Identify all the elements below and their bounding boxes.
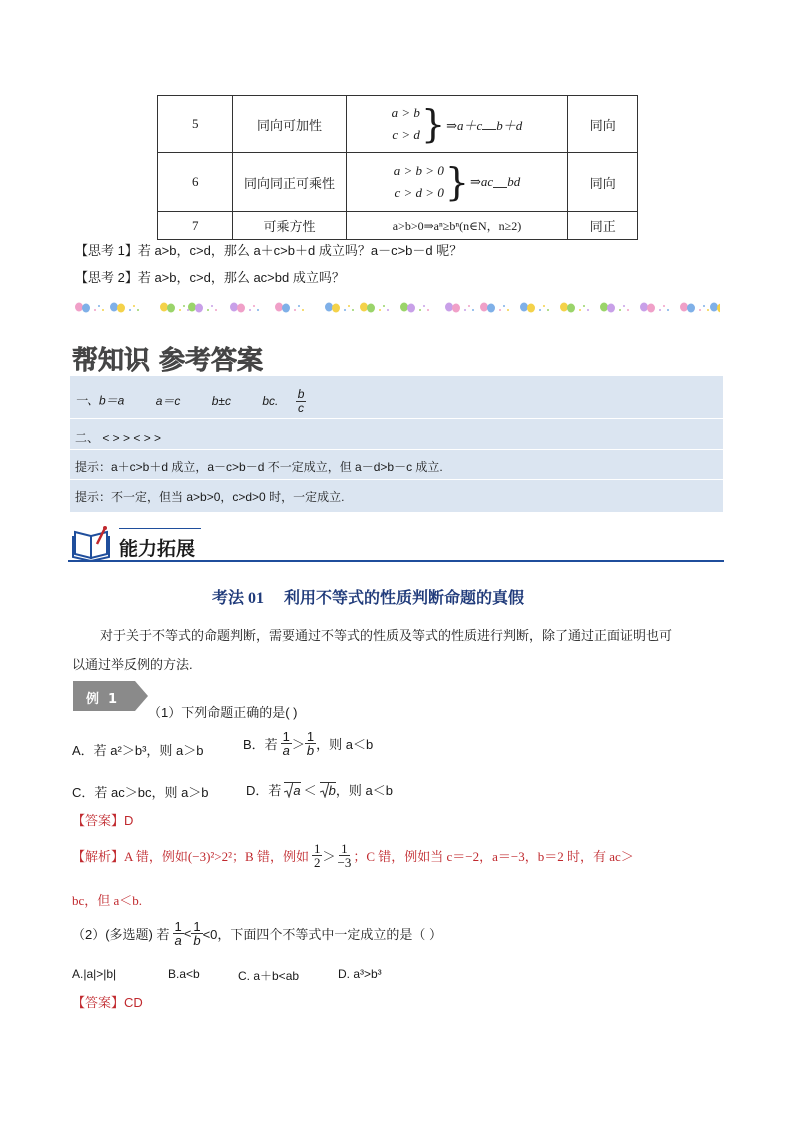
dot-icon <box>503 305 505 307</box>
dot-icon <box>183 305 185 307</box>
answer-line-4: 提示：不一定，但当 a>b>0，c>d>0 时，一定成立. <box>75 490 345 504</box>
banner-underline <box>68 560 724 562</box>
butterfly-icon <box>230 303 245 313</box>
row-number: 6 <box>158 153 233 212</box>
butterfly-icon <box>640 303 655 313</box>
row-number: 7 <box>158 212 233 240</box>
dot-icon <box>253 305 255 307</box>
answer-1: 【答案】D <box>72 813 134 828</box>
option-2b: B.a<b <box>168 967 200 981</box>
dot-icon <box>543 305 545 307</box>
question-1: （1）下列命题正确的是( ) <box>148 705 298 720</box>
dot-icon <box>619 309 621 311</box>
dot-icon <box>348 305 350 307</box>
answer-line-2: 二、 < > > < > > <box>75 431 162 445</box>
butterfly-icon <box>325 303 340 313</box>
butterfly-icon <box>600 303 615 313</box>
dot-icon <box>627 309 629 311</box>
answer-2: 【答案】CD <box>72 995 143 1010</box>
dot-icon <box>383 305 385 307</box>
answer-line-1: 一、b＝a a＝c b±c bc. $\frac{b}{c}$ <box>75 387 305 415</box>
dot-icon <box>207 309 209 311</box>
dot-icon <box>211 305 213 307</box>
butterfly-icon <box>710 303 720 313</box>
dot-icon <box>94 309 96 311</box>
dot-icon <box>257 309 259 311</box>
dot-icon <box>298 305 300 307</box>
dot-icon <box>129 309 131 311</box>
dot-icon <box>344 309 346 311</box>
dot-icon <box>703 305 705 307</box>
butterfly-icon <box>520 303 535 313</box>
dot-icon <box>427 309 429 311</box>
direction: 同向 <box>568 153 638 212</box>
dot-icon <box>587 309 589 311</box>
answer-line-3: 提示：a＋c>b＋d 成立，a－c>b－d 不一定成立，但 a－d>b－c 成立. <box>75 460 443 474</box>
dot-icon <box>102 309 104 311</box>
intro-line-1: 对于关于不等式的命题判断，需要通过不等式的性质及等式的性质进行判断，除了通过正面证明也可 <box>100 628 673 643</box>
dot-icon <box>659 309 661 311</box>
row-number: 5 <box>158 96 233 153</box>
dot-icon <box>663 305 665 307</box>
butterfly-icon <box>560 303 575 313</box>
table-row <box>158 212 638 240</box>
answers-panel <box>70 376 723 512</box>
dot-icon <box>499 309 501 311</box>
section-title: 帮知识 参考答案 <box>72 346 264 376</box>
sqrt-icon <box>320 782 329 798</box>
banner-accent <box>119 528 201 529</box>
table-row <box>158 153 638 212</box>
analysis-line-2: bc，但 a＜b. <box>72 893 143 908</box>
butterfly-icon <box>275 303 290 313</box>
properties-table <box>157 95 638 240</box>
dot-icon <box>707 309 709 311</box>
direction: 同正 <box>568 212 638 240</box>
dot-icon <box>137 309 139 311</box>
decorative-divider <box>70 301 720 315</box>
sqrt-icon <box>284 782 293 798</box>
dot-icon <box>507 309 509 311</box>
butterfly-icon <box>445 303 460 313</box>
dot-icon <box>547 309 549 311</box>
butterfly-divider-icon <box>70 301 720 315</box>
property-formula: a>b>0⇒aⁿ≥bⁿ(n∈N，n≥2) <box>346 212 568 240</box>
option-2d: D. a³>b³ <box>338 967 382 981</box>
property-name: 同向同正可乘性 <box>233 153 346 212</box>
dot-icon <box>98 305 100 307</box>
analysis-line-1: 【解析】A 错，例如(−3)²>2²；B 错，例如 $\frac{1}{2}$ ＞ $\frac{1}{-3}$ ；C 错，例如当 c＝−2，a＝−3，b＝2 时，有 ac＞ <box>72 841 634 870</box>
property-formula: a > b c > d } ⇒a＋c b＋d <box>346 96 568 153</box>
dot-icon <box>667 309 669 311</box>
option-2c: C. a＋b<ab <box>238 969 300 983</box>
example-tag: 例 1 <box>73 681 148 711</box>
dot-icon <box>579 309 581 311</box>
dot-icon <box>699 309 701 311</box>
butterfly-icon <box>75 303 90 313</box>
dot-icon <box>352 309 354 311</box>
dot-icon <box>387 309 389 311</box>
book-icon <box>71 524 115 562</box>
option-2a: A.|a|>|b| <box>72 967 117 981</box>
think-question-1: 【思考 1】若 a>b，c>d，那么 a＋c>b＋d 成立吗？a－c>b－d 呢？ <box>75 243 463 258</box>
dot-icon <box>472 309 474 311</box>
option-b: B．若 $\frac{1}{a}$ ＞ $\frac{1}{b}$ ，则 a＜b <box>243 729 374 758</box>
method-heading: 考法 01 利用不等式的性质判断命题的真假 <box>212 590 525 607</box>
option-c: C．若 ac＞bc，则 a＞b <box>72 785 209 800</box>
dot-icon <box>539 309 541 311</box>
dot-icon <box>468 305 470 307</box>
butterfly-icon <box>360 303 375 313</box>
dot-icon <box>133 305 135 307</box>
dot-icon <box>249 309 251 311</box>
dot-icon <box>215 309 217 311</box>
butterfly-icon <box>188 303 203 313</box>
fraction: $\frac{b}{c}$ <box>297 387 305 415</box>
banner-title: 能力拓展 <box>119 538 196 560</box>
dot-icon <box>423 305 425 307</box>
think-question-2: 【思考 2】若 a>b，c>d，那么 ac>bd 成立吗？ <box>75 270 345 285</box>
dot-icon <box>302 309 304 311</box>
dot-icon <box>294 309 296 311</box>
dot-icon <box>379 309 381 311</box>
table-row <box>158 96 638 153</box>
intro-line-2: 以通过举反例的方法. <box>72 657 193 672</box>
butterfly-icon <box>680 303 695 313</box>
dot-icon <box>419 309 421 311</box>
option-d: D．若 a ＜ b ，则 a＜b <box>246 782 393 798</box>
property-name: 同向可加性 <box>233 96 346 153</box>
butterfly-icon <box>160 303 175 313</box>
dot-icon <box>583 305 585 307</box>
butterfly-icon <box>110 303 125 313</box>
butterfly-icon <box>480 303 495 313</box>
dot-icon <box>623 305 625 307</box>
direction: 同向 <box>568 96 638 153</box>
question-2: （2）(多选题) 若 $\frac{1}{a}$ < $\frac{1}{b}$ <0，下面四个不等式中一定成立的是（ ） <box>72 919 443 948</box>
butterfly-icon <box>400 303 415 313</box>
property-name: 可乘方性 <box>233 212 346 240</box>
dot-icon <box>179 309 181 311</box>
dot-icon <box>464 309 466 311</box>
property-formula: a > b > 0 c > d > 0 } ⇒ac bd <box>346 153 568 212</box>
option-a: A．若 a²＞b³，则 a＞b <box>72 743 204 758</box>
